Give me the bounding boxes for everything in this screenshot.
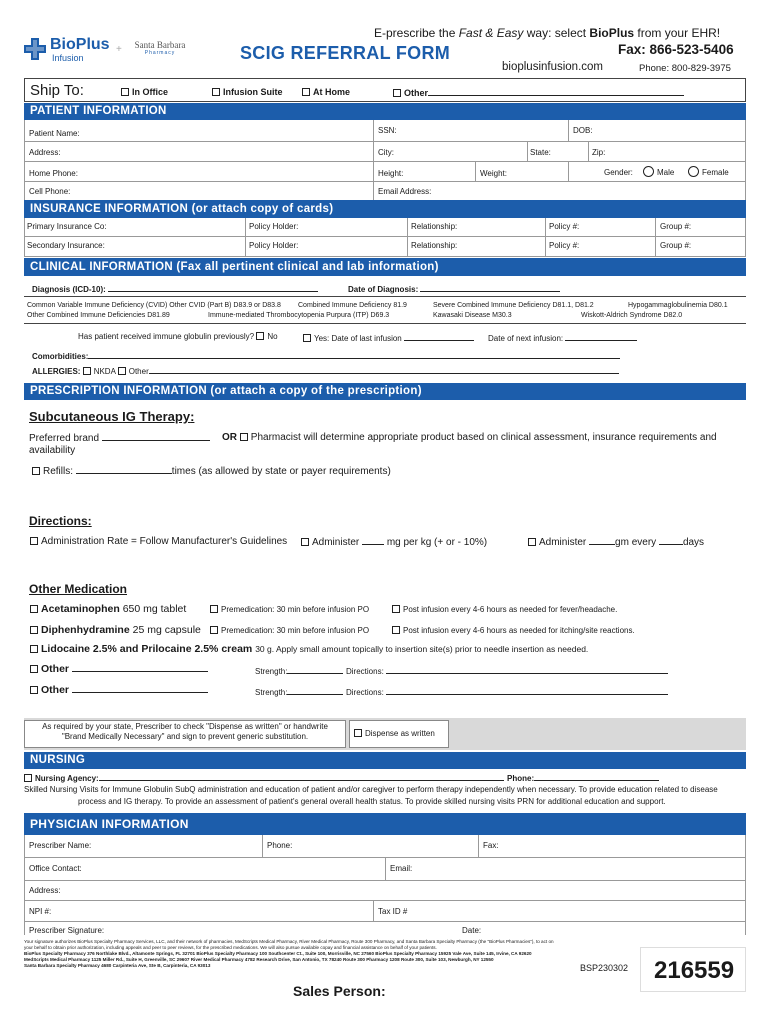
- state-field[interactable]: State:: [530, 148, 551, 157]
- prescriber-signature-field[interactable]: Prescriber Signature:: [29, 926, 105, 935]
- secondary-group-number[interactable]: Group #:: [660, 241, 692, 250]
- primary-policy-number[interactable]: Policy #:: [549, 222, 580, 231]
- sales-person-field[interactable]: Sales Person:: [293, 983, 386, 999]
- checkbox[interactable]: [393, 89, 401, 97]
- checkbox[interactable]: [30, 626, 38, 634]
- gender-male[interactable]: Male: [643, 166, 674, 177]
- comorbidities-field[interactable]: Comorbidities:: [32, 350, 620, 361]
- dx-hypogamma[interactable]: Hypogammaglobulinemia D80.1: [628, 302, 728, 309]
- santa-barbara-logo: Santa Barbara Pharmacy: [134, 40, 186, 56]
- plus-cross-icon: [24, 38, 46, 60]
- next-infusion-field[interactable]: Date of next infusion:: [488, 332, 637, 343]
- diph-premed[interactable]: Premedication: 30 min before infusion PO: [210, 626, 369, 635]
- prev-ig-no-checkbox[interactable]: [256, 332, 264, 340]
- dx-itp[interactable]: Immune-mediated Thrombocytopenia Purpura (ITP) D69.3: [208, 312, 390, 319]
- nursing-checkbox[interactable]: [24, 774, 32, 782]
- primary-insurance-field[interactable]: Primary Insurance Co:: [27, 222, 107, 231]
- nursing-phone-field[interactable]: Phone:: [507, 772, 659, 783]
- dx-cvid[interactable]: Common Variable Immune Deficiency (CVID) Other CVID (Part B) D83.9 or D83.8: [27, 302, 281, 309]
- dx-kawasaki[interactable]: Kawasaki Disease M30.3: [433, 312, 512, 319]
- primary-group-number[interactable]: Group #:: [660, 222, 692, 231]
- preferred-brand-field[interactable]: Preferred brand: [29, 432, 210, 444]
- ship-infusion-suite[interactable]: Infusion Suite: [212, 87, 283, 97]
- daw-checkbox[interactable]: [354, 729, 362, 737]
- other-med-2[interactable]: Other: [30, 684, 208, 696]
- ssn-field[interactable]: SSN:: [378, 126, 397, 135]
- dx-combined[interactable]: Combined Immune Deficiency 81.9: [298, 302, 407, 309]
- dir-mg-per-kg[interactable]: Administer mg per kg (+ or - 10%): [301, 536, 487, 548]
- clinical-section-header: CLINICAL INFORMATION (Fax all pertinent clinical and lab information): [24, 258, 746, 276]
- other-med-1-directions[interactable]: Directions:: [346, 665, 668, 676]
- form-code: BSP230302: [580, 963, 629, 973]
- physician-fax-field[interactable]: Fax:: [483, 841, 499, 850]
- dx-scid[interactable]: Severe Combined Immune Deficiency D81.1, D81.2: [433, 302, 594, 309]
- dir-manufacturer[interactable]: Administration Rate = Follow Manufacturer's Guidelines: [30, 536, 287, 547]
- checkbox[interactable]: [210, 605, 218, 613]
- address-field[interactable]: Address:: [29, 148, 61, 157]
- primary-policy-holder[interactable]: Policy Holder:: [249, 222, 299, 231]
- checkbox[interactable]: [210, 626, 218, 634]
- nursing-agency-field[interactable]: Nursing Agency:: [24, 772, 504, 783]
- home-phone-field[interactable]: Home Phone:: [29, 169, 78, 178]
- brand-name: BioPlus: [50, 36, 110, 53]
- checkbox[interactable]: [392, 605, 400, 613]
- allergies-field[interactable]: ALLERGIES: NKDA Other: [32, 365, 619, 376]
- physician-phone-field[interactable]: Phone:: [267, 841, 293, 850]
- physician-address-field[interactable]: Address:: [29, 886, 61, 895]
- weight-field[interactable]: Weight:: [480, 169, 507, 178]
- checkbox[interactable]: [528, 538, 536, 546]
- checkbox[interactable]: [30, 665, 38, 673]
- pharmacist-checkbox[interactable]: [240, 433, 248, 441]
- plus-separator-icon: +: [116, 44, 122, 55]
- dx-wiskott[interactable]: Wiskott-Aldrich Syndrome D82.0: [581, 312, 683, 319]
- header-phone: Phone: 800-829-3975: [639, 63, 731, 74]
- lidocaine-option[interactable]: Lidocaine 2.5% and Prilocaine 2.5% cream 30 g. Apply small amount topically to insertion site(s) prior to needle insertion as needed.: [30, 643, 588, 655]
- nursing-text-1: Skilled Nursing Visits for Immune Globulin SubQ administration and education of patient and/or caregiver to perform therapy independently when necessary. To provide education related to disease: [24, 785, 718, 794]
- checkbox[interactable]: [302, 88, 310, 96]
- checkbox[interactable]: [301, 538, 309, 546]
- npi-field[interactable]: NPI #:: [29, 907, 52, 916]
- physician-section-header: PHYSICIAN INFORMATION: [24, 813, 746, 835]
- acet-post[interactable]: Post infusion every 4-6 hours as needed for fever/headache.: [392, 605, 617, 614]
- tax-id-field[interactable]: Tax ID #: [378, 907, 408, 916]
- checkbox[interactable]: [30, 537, 38, 545]
- refills-checkbox[interactable]: [32, 467, 40, 475]
- radio[interactable]: [688, 166, 699, 177]
- ship-other[interactable]: Other: [393, 87, 684, 98]
- prescription-section-header: PRESCRIPTION INFORMATION (or attach a copy of the prescription): [24, 383, 746, 400]
- diagnosis-field[interactable]: Diagnosis (ICD-10):: [32, 283, 318, 294]
- directions-heading: Directions:: [29, 514, 92, 528]
- ship-to-label: Ship To:: [30, 82, 84, 99]
- nursing-section-header: NURSING: [24, 752, 746, 769]
- signature-date-field[interactable]: Date:: [462, 926, 482, 935]
- prescriber-name-field[interactable]: Prescriber Name:: [29, 841, 92, 850]
- acetaminophen-option[interactable]: Acetaminophen 650 mg tablet: [30, 603, 186, 615]
- diph-post[interactable]: Post infusion every 4-6 hours as needed for itching/site reactions.: [392, 626, 635, 635]
- checkbox[interactable]: [121, 88, 129, 96]
- email-field[interactable]: Email Address:: [378, 187, 432, 196]
- header-tagline: E-prescribe the Fast & Easy way: select BioPlus from your EHR!: [374, 26, 721, 40]
- availability-text: availability: [29, 445, 76, 456]
- secondary-policy-number[interactable]: Policy #:: [549, 241, 580, 250]
- patient-section-header: PATIENT INFORMATION: [24, 103, 746, 120]
- ship-at-home[interactable]: At Home: [302, 87, 350, 97]
- prev-ig-yes[interactable]: Yes: Date of last infusion: [303, 332, 474, 343]
- physician-grid: [24, 835, 746, 935]
- diphenhydramine-option[interactable]: Diphenhydramine 25 mg capsule: [30, 624, 201, 636]
- ship-in-office[interactable]: In Office: [121, 87, 168, 97]
- dispense-as-written-option[interactable]: Dispense as written: [354, 729, 435, 738]
- primary-relationship[interactable]: Relationship:: [411, 222, 458, 231]
- cell-phone-field[interactable]: Cell Phone:: [29, 187, 71, 196]
- physician-email-field[interactable]: Email:: [390, 864, 413, 873]
- dir-gm-every[interactable]: Administer gm every days: [528, 536, 704, 548]
- header-fax: Fax: 866-523-5406: [618, 42, 734, 57]
- other-med-2-directions[interactable]: Directions:: [346, 686, 668, 697]
- zip-field[interactable]: Zip:: [592, 148, 606, 157]
- checkbox[interactable]: [392, 626, 400, 634]
- checkbox[interactable]: [30, 686, 38, 694]
- other-med-1[interactable]: Other: [30, 663, 208, 675]
- checkbox[interactable]: [30, 605, 38, 613]
- gender-female[interactable]: Female: [688, 166, 729, 177]
- checkbox[interactable]: [212, 88, 220, 96]
- prev-ig-question: Has patient received immune globulin previously? No: [78, 332, 278, 341]
- secondary-policy-holder[interactable]: Policy Holder:: [249, 241, 299, 250]
- dx-other-combined[interactable]: Other Combined Immune Deficiencies D81.89: [27, 312, 170, 319]
- ship-other-field[interactable]: [428, 87, 684, 96]
- header-website[interactable]: bioplusinfusion.com: [502, 61, 604, 73]
- legal-text: Your signature authorizes BioPlus Specialty Pharmacy Services, LLC, and their network of pharmacies, MedScripts Medical Pharmacy, River Medical Pharmacy, Route 300 Pharmacy, and Santa Barbara Specialty Pharmacy (the "BioPlus Pharmacies"), to act on your behalf to obtain prior authorization, including appeals and peer to peer reviews, for the prescribed medications. We will also pursue available copay and financial assistance on behalf of your patients. BioPlus Specialty Pharmacy 376 Northlake Blvd., Altamonte Springs, FL 32701 BioPlus Specialty Pharmacy 100 Southcenter Ct., Suite 100, Morrisville, NC 27560 BioPlus Specialty Pharmacy 15925 Vale Ave, Suite 145, Irvine, CA 92620 MedScripts Medical Pharmacy 1125 Miller Rd., Suite H, Greenville, SC 29607 River Medical Pharmacy 4782 Research Drive, San Antonio, TX 78240 Route 300 Pharmacy 1208 Route 300, Suite 103, Newburgh, NY 12550 Santa Barbara Specialty Pharmacy 4680 Carpinteria Ave, Ste B, Carpinteria, CA 93013: [24, 939, 554, 968]
- secondary-relationship[interactable]: Relationship:: [411, 241, 458, 250]
- office-contact-field[interactable]: Office Contact:: [29, 864, 82, 873]
- other-medication-heading: Other Medication: [29, 582, 128, 596]
- insurance-section-header: INSURANCE INFORMATION (or attach copy of cards): [24, 200, 746, 218]
- form-number: 216559: [654, 957, 735, 984]
- insurance-grid: [24, 218, 746, 256]
- nkda-checkbox[interactable]: [83, 367, 91, 375]
- dob-field[interactable]: DOB:: [573, 126, 593, 135]
- nursing-text-2: process and IG therapy. To provide an assessment of patient's general overall health status. To provide skilled nursing visits PRN for additional education and support.: [78, 797, 666, 806]
- form-title: SCIG REFERRAL FORM: [240, 43, 451, 63]
- brand-sub: Infusion: [52, 53, 84, 63]
- allergy-other-checkbox[interactable]: [118, 367, 126, 375]
- other-med-2-strength[interactable]: Strength:: [255, 686, 343, 697]
- patient-name-field[interactable]: Patient Name:: [29, 129, 80, 138]
- refills-field[interactable]: Refills: times (as allowed by state or payer requirements): [32, 465, 391, 477]
- checkbox[interactable]: [30, 645, 38, 653]
- radio[interactable]: [643, 166, 654, 177]
- city-field[interactable]: City:: [378, 148, 394, 157]
- bioplus-logo: [24, 36, 114, 64]
- gender-label: Gender:: [604, 168, 633, 177]
- other-med-1-strength[interactable]: Strength:: [255, 665, 343, 676]
- date-of-diagnosis-field[interactable]: Date of Diagnosis:: [348, 283, 560, 294]
- therapy-heading: Subcutaneous IG Therapy:: [29, 409, 195, 424]
- pharmacist-choice[interactable]: OR Pharmacist will determine appropriate product based on clinical assessment, insurance requirements and: [222, 432, 717, 443]
- secondary-insurance-field[interactable]: Secondary Insurance:: [27, 241, 105, 250]
- acet-premed[interactable]: Premedication: 30 min before infusion PO: [210, 605, 369, 614]
- height-field[interactable]: Height:: [378, 169, 404, 178]
- prev-ig-yes-checkbox[interactable]: [303, 334, 311, 342]
